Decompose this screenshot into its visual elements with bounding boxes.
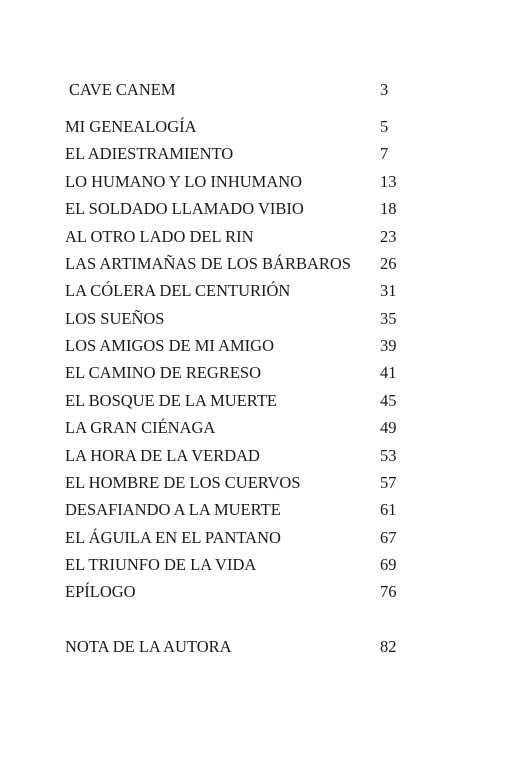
toc-entry-page: 18 (380, 199, 397, 218)
toc-entry-page: 45 (380, 391, 397, 410)
toc-entry-page: 67 (380, 528, 397, 547)
toc-entry (0, 417, 512, 439)
toc-entry-title: DESAFIANDO A LA MUERTE (65, 500, 281, 519)
toc-entry (0, 171, 512, 193)
toc-entry-page: 57 (380, 473, 397, 492)
toc-entry (0, 79, 512, 101)
toc-entry-title: LA CÓLERA DEL CENTURIÓN (65, 281, 291, 300)
toc-entry-page: 53 (380, 446, 397, 465)
toc-entry (0, 198, 512, 220)
toc-entry-title: LO HUMANO Y LO INHUMANO (65, 172, 303, 191)
toc-entry-page: 49 (380, 418, 397, 437)
toc-entry-page: 5 (380, 117, 389, 136)
toc-entry-page: 13 (380, 172, 397, 191)
toc-entry-title: LA HORA DE LA VERDAD (65, 446, 260, 465)
toc-entry-title: NOTA DE LA AUTORA (65, 637, 232, 656)
toc-entry (0, 445, 512, 467)
toc-entry-title: CAVE CANEM (69, 80, 176, 99)
toc-entry (0, 554, 512, 576)
toc-entry-title: EL CAMINO DE REGRESO (65, 363, 262, 382)
toc-entry-page: 23 (380, 227, 397, 246)
toc-entry-page: 82 (380, 637, 397, 656)
toc-entry (0, 527, 512, 549)
toc-entry-page: 35 (380, 309, 397, 328)
toc-entry-title: EL ÁGUILA EN EL PANTANO (65, 528, 281, 547)
toc-entry-title: LOS SUEÑOS (65, 309, 165, 328)
toc-entry-page: 31 (380, 281, 397, 300)
toc-entry-page: 69 (380, 555, 397, 574)
toc-entry-page: 26 (380, 254, 397, 273)
toc-entry (0, 253, 512, 275)
toc-entry-title: EL ADIESTRAMIENTO (65, 144, 234, 163)
toc-entry (0, 472, 512, 494)
toc-entry-title: EL SOLDADO LLAMADO VIBIO (65, 199, 304, 218)
toc-entry (0, 636, 512, 658)
toc-entry-title: LOS AMIGOS DE MI AMIGO (65, 336, 275, 355)
toc-entry (0, 581, 512, 603)
toc-entry-title: EPÍLOGO (65, 582, 136, 601)
toc-entry-title: EL HOMBRE DE LOS CUERVOS (65, 473, 301, 492)
toc-entry (0, 362, 512, 384)
toc-entry-page: 39 (380, 336, 397, 355)
toc-entry (0, 499, 512, 521)
toc-entry (0, 390, 512, 412)
toc-entry-title: EL BOSQUE DE LA MUERTE (65, 391, 277, 410)
toc-entry (0, 280, 512, 302)
toc-entry-page: 61 (380, 500, 397, 519)
toc-entry-title: AL OTRO LADO DEL RIN (65, 227, 254, 246)
toc-entry (0, 335, 512, 357)
toc-entry-page: 3 (380, 80, 389, 99)
toc-entry-page: 41 (380, 363, 397, 382)
toc-entry-title: EL TRIUNFO DE LA VIDA (65, 555, 257, 574)
toc-entry-page: 76 (380, 582, 397, 601)
toc-entry (0, 143, 512, 165)
toc-entry-title: LAS ARTIMAÑAS DE LOS BÁRBAROS (65, 254, 351, 273)
toc-entry (0, 116, 512, 138)
toc-entry-title: MI GENEALOGÍA (65, 117, 197, 136)
toc-entry-page: 7 (380, 144, 389, 163)
toc-entry (0, 226, 512, 248)
toc-entry (0, 308, 512, 330)
toc-entry-title: LA GRAN CIÉNAGA (65, 418, 216, 437)
